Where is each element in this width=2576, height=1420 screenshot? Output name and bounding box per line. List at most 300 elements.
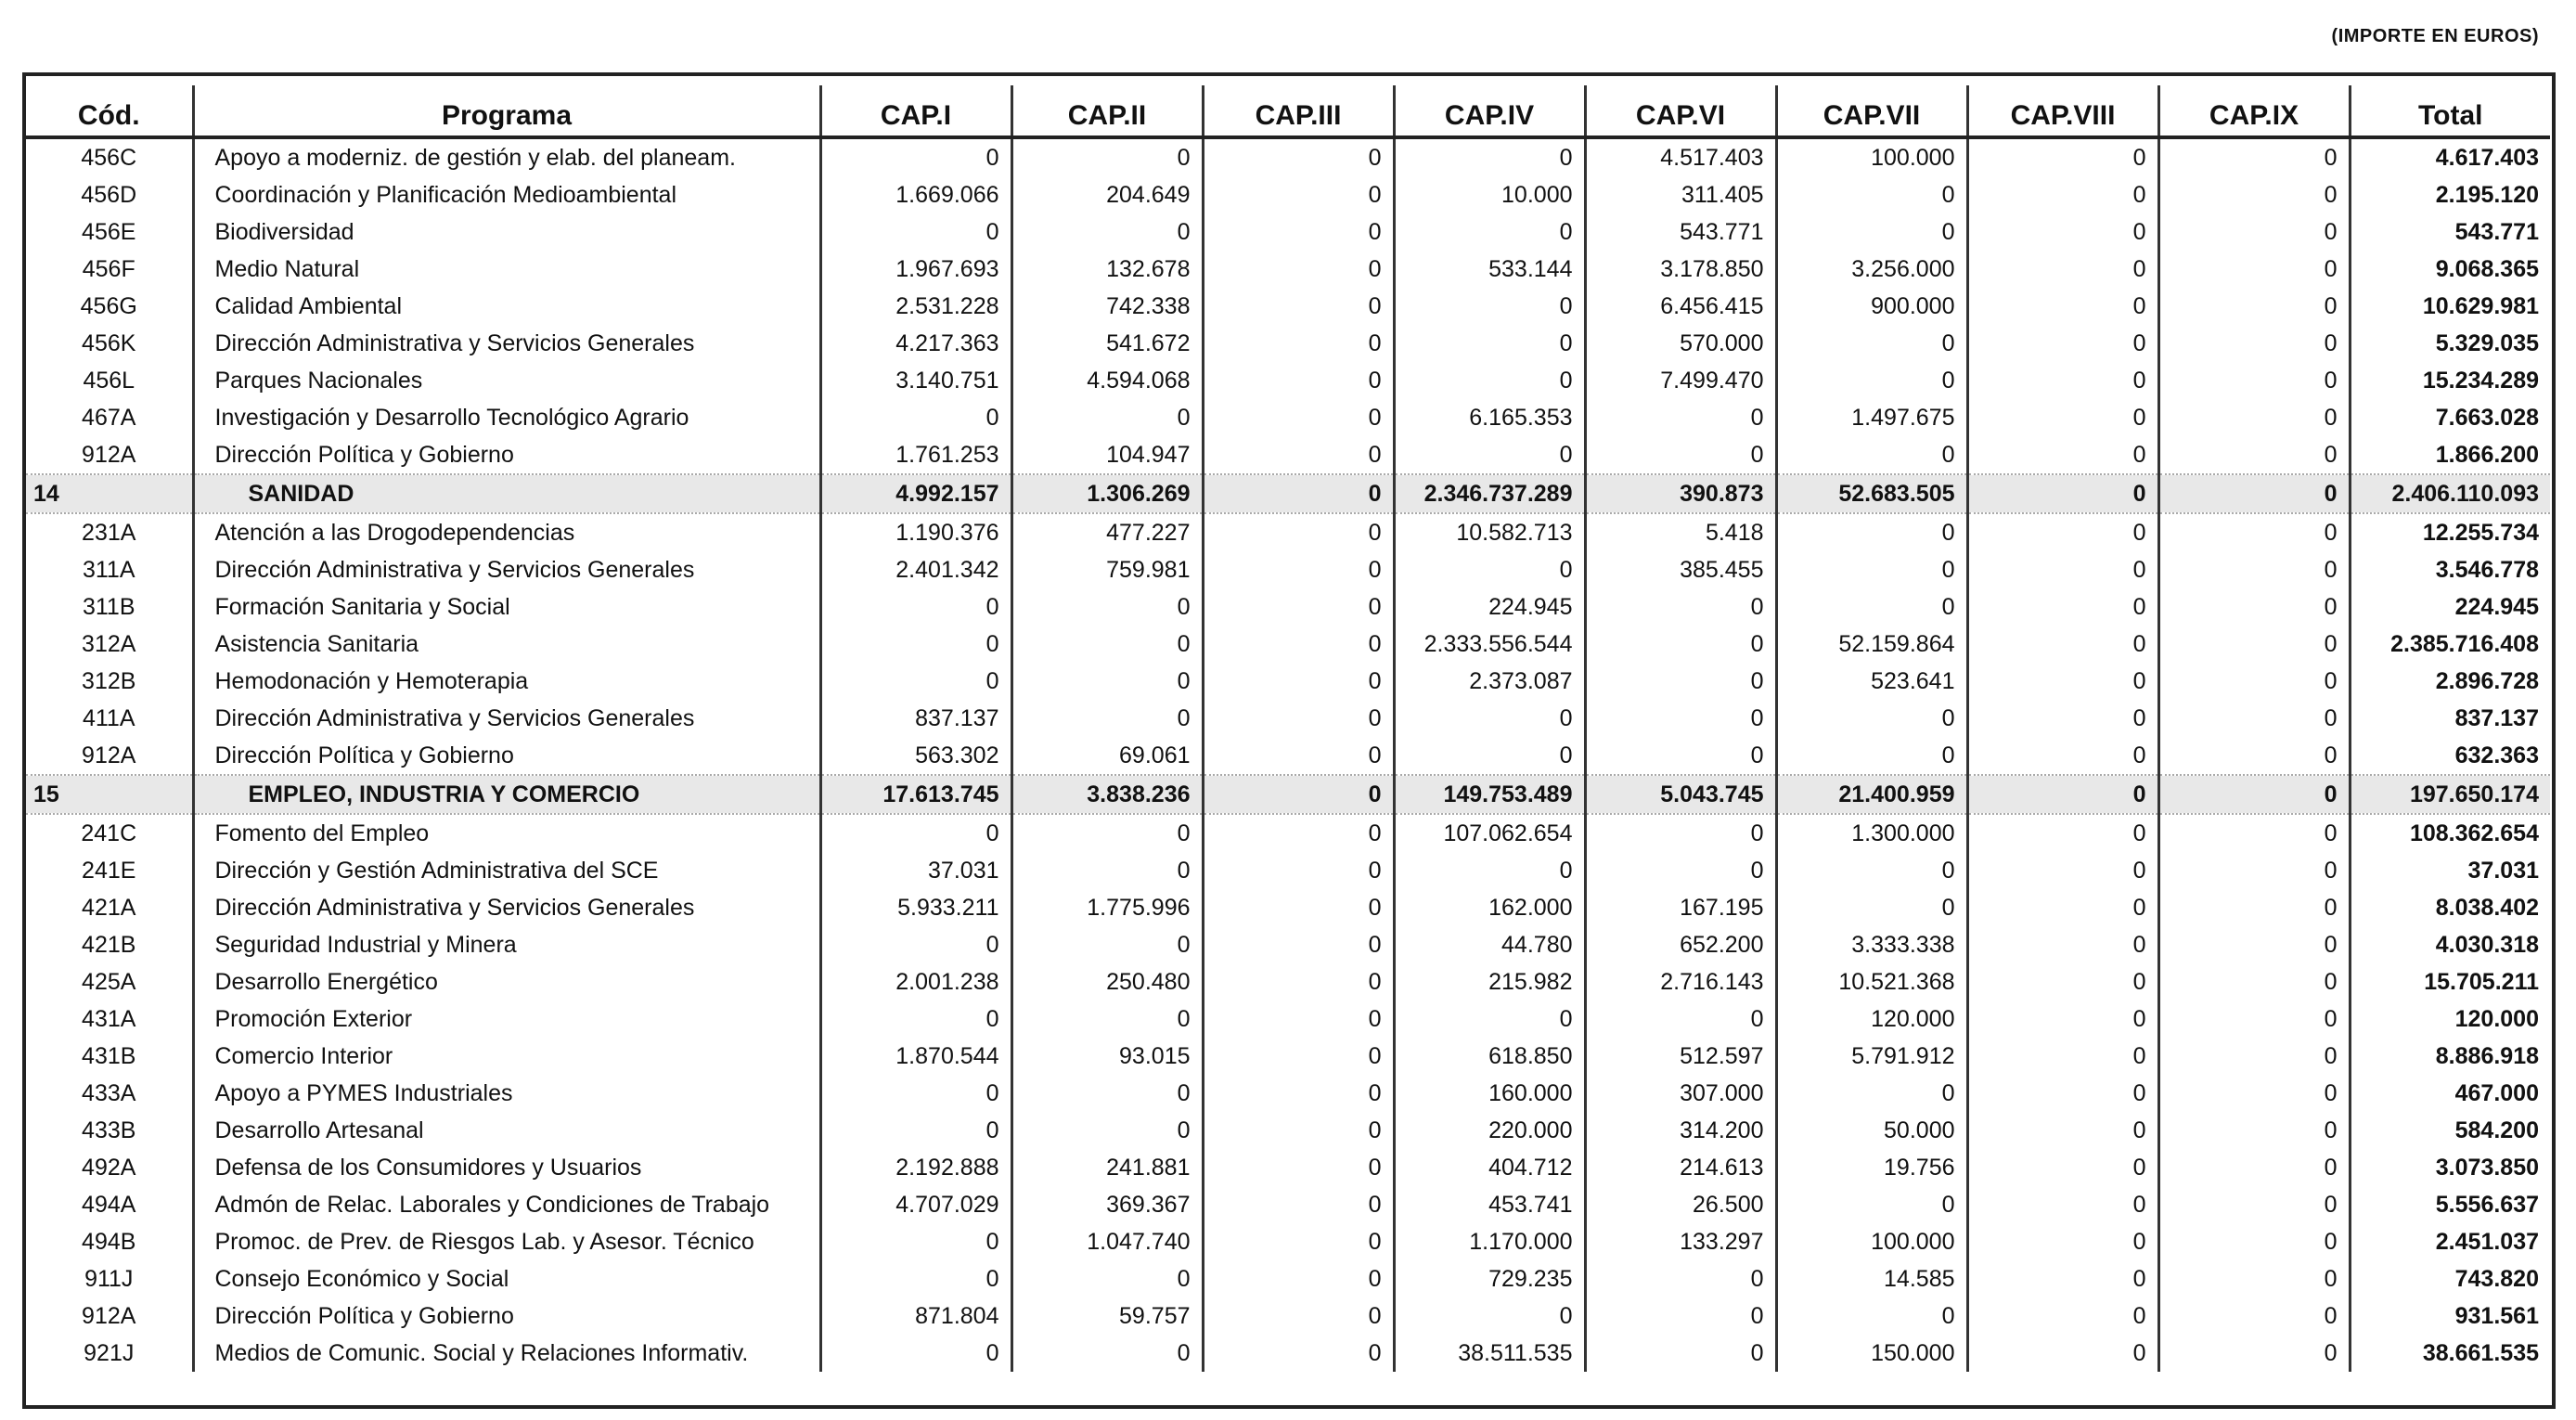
cap-ix-cell: 0 <box>2158 362 2350 399</box>
cap-iii-cell: 0 <box>1203 700 1394 737</box>
cap-vi-cell: 0 <box>1585 1260 1776 1297</box>
cap-viii-cell: 0 <box>1967 700 2158 737</box>
row-total-cell: 15.234.289 <box>2350 362 2550 399</box>
cap-i-cell: 0 <box>820 626 1011 663</box>
cap-i-cell: 0 <box>820 399 1011 436</box>
cap-ix-cell: 0 <box>2158 1149 2350 1186</box>
cap-vi-cell: 0 <box>1585 1000 1776 1038</box>
program-name-cell: Desarrollo Energético <box>193 963 820 1000</box>
table-row <box>26 1260 2550 1297</box>
cap-ix-cell: 0 <box>2158 775 2350 814</box>
cap-vi-cell: 0 <box>1585 588 1776 626</box>
cap-iv-cell: 149.753.489 <box>1394 775 1585 814</box>
cap-viii-cell: 0 <box>1967 926 2158 963</box>
program-name-cell: Comercio Interior <box>193 1038 820 1075</box>
cap-iv-cell: 0 <box>1394 436 1585 474</box>
table-row <box>26 737 2550 775</box>
cap-iii-cell: 0 <box>1203 588 1394 626</box>
cap-i-cell: 0 <box>820 1075 1011 1112</box>
program-code-cell: 494B <box>82 1228 136 1255</box>
cap-viii-cell: 0 <box>1967 513 2158 551</box>
cap-vi-cell: 0 <box>1585 814 1776 852</box>
cap-iv-cell: 1.170.000 <box>1394 1223 1585 1260</box>
table-row <box>26 663 2550 700</box>
cap-iv-cell: 0 <box>1394 362 1585 399</box>
program-name-cell: Asistencia Sanitaria <box>193 626 820 663</box>
table-row <box>26 626 2550 663</box>
budget-table-body <box>26 137 2550 1372</box>
table-row <box>26 1186 2550 1223</box>
cap-viii-cell: 0 <box>1967 436 2158 474</box>
cap-i-cell: 4.707.029 <box>820 1186 1011 1223</box>
row-total-cell: 7.663.028 <box>2350 399 2550 436</box>
cap-iv-cell: 618.850 <box>1394 1038 1585 1075</box>
cap-ix-cell: 0 <box>2158 588 2350 626</box>
cap-iv-cell: 533.144 <box>1394 251 1585 288</box>
program-code-cell: 231A <box>82 519 136 546</box>
cap-ix-cell: 0 <box>2158 1335 2350 1372</box>
cap-vi-cell: 4.517.403 <box>1585 137 1776 176</box>
cap-iv-cell: 0 <box>1394 1297 1585 1335</box>
program-name-cell: Investigación y Desarrollo Tecnológico Agrario <box>193 399 820 436</box>
cap-ix-cell: 0 <box>2158 1112 2350 1149</box>
amount-unit-note: (IMPORTE EN EUROS) <box>2331 26 2539 46</box>
program-code-cell: 241E <box>82 857 136 884</box>
cap-viii-cell: 0 <box>1967 137 2158 176</box>
cap-ix-cell: 0 <box>2158 436 2350 474</box>
cap-viii-cell: 0 <box>1967 889 2158 926</box>
program-name-cell: Promoc. de Prev. de Riesgos Lab. y Asesor. Técnico <box>193 1223 820 1260</box>
cap-viii-cell: 0 <box>1967 251 2158 288</box>
program-name-cell: Calidad Ambiental <box>193 288 820 325</box>
cap-vii-cell: 100.000 <box>1776 1223 1967 1260</box>
cap-ii-cell: 0 <box>1011 588 1203 626</box>
row-total-cell: 9.068.365 <box>2350 251 2550 288</box>
row-total-cell: 38.661.535 <box>2350 1335 2550 1372</box>
program-name-cell: Dirección Administrativa y Servicios Generales <box>193 551 820 588</box>
program-name-cell: Apoyo a moderniz. de gestión y elab. del planeam. <box>193 137 820 176</box>
cap-iii-cell: 0 <box>1203 626 1394 663</box>
cap-ix-cell: 0 <box>2158 513 2350 551</box>
cap-ii-cell: 0 <box>1011 137 1203 176</box>
cap-vii-cell: 1.497.675 <box>1776 399 1967 436</box>
cap-iii-cell: 0 <box>1203 852 1394 889</box>
program-name-cell: Desarrollo Artesanal <box>193 1112 820 1149</box>
cap-iv-cell: 224.945 <box>1394 588 1585 626</box>
program-name-cell: Promoción Exterior <box>193 1000 820 1038</box>
col-header-cap-ix: CAP.IX <box>2158 85 2350 137</box>
cap-ii-cell: 477.227 <box>1011 513 1203 551</box>
cap-ii-cell: 0 <box>1011 926 1203 963</box>
row-total-cell: 3.546.778 <box>2350 551 2550 588</box>
cap-iii-cell: 0 <box>1203 1335 1394 1372</box>
cap-ii-cell: 0 <box>1011 626 1203 663</box>
program-name-cell: Dirección Política y Gobierno <box>193 436 820 474</box>
program-code-cell: 492A <box>82 1154 136 1181</box>
cap-ix-cell: 0 <box>2158 814 2350 852</box>
cap-viii-cell: 0 <box>1967 1297 2158 1335</box>
program-code-cell: 431B <box>82 1042 136 1069</box>
table-row <box>26 588 2550 626</box>
cap-iii-cell: 0 <box>1203 1149 1394 1186</box>
cap-viii-cell: 0 <box>1967 737 2158 775</box>
cap-vii-cell: 0 <box>1776 852 1967 889</box>
cap-vi-cell: 0 <box>1585 1335 1776 1372</box>
table-row <box>26 1149 2550 1186</box>
table-row <box>26 1335 2550 1372</box>
row-total-cell: 120.000 <box>2350 1000 2550 1038</box>
cap-iii-cell: 0 <box>1203 325 1394 362</box>
cap-i-cell: 0 <box>820 1000 1011 1038</box>
cap-ix-cell: 0 <box>2158 626 2350 663</box>
row-total-cell: 467.000 <box>2350 1075 2550 1112</box>
cap-iv-cell: 0 <box>1394 737 1585 775</box>
row-total-cell: 1.866.200 <box>2350 436 2550 474</box>
budget-table <box>26 85 2550 1372</box>
cap-ix-cell: 0 <box>2158 663 2350 700</box>
cap-ix-cell: 0 <box>2158 1000 2350 1038</box>
program-code-cell: 431A <box>82 1005 136 1032</box>
cap-i-cell: 563.302 <box>820 737 1011 775</box>
col-header-cap-iv: CAP.IV <box>1394 85 1585 137</box>
cap-ii-cell: 0 <box>1011 1075 1203 1112</box>
cap-vii-cell: 0 <box>1776 588 1967 626</box>
col-header-cod: Cód. <box>26 85 193 137</box>
cap-ii-cell: 3.838.236 <box>1011 775 1203 814</box>
cap-i-cell: 837.137 <box>820 700 1011 737</box>
cap-ix-cell: 0 <box>2158 1223 2350 1260</box>
cap-iv-cell: 10.000 <box>1394 176 1585 213</box>
program-code-cell: 15 <box>26 775 193 814</box>
row-total-cell: 4.030.318 <box>2350 926 2550 963</box>
cap-vi-cell: 311.405 <box>1585 176 1776 213</box>
cap-vi-cell: 5.418 <box>1585 513 1776 551</box>
cap-iii-cell: 0 <box>1203 814 1394 852</box>
program-code-cell: 241C <box>81 820 137 846</box>
program-code-cell: 921J <box>84 1339 135 1366</box>
table-row <box>26 137 2550 176</box>
cap-ix-cell: 0 <box>2158 251 2350 288</box>
cap-vi-cell: 0 <box>1585 663 1776 700</box>
cap-vi-cell: 0 <box>1585 436 1776 474</box>
col-header-total: Total <box>2350 85 2550 137</box>
table-row <box>26 213 2550 251</box>
cap-viii-cell: 0 <box>1967 1000 2158 1038</box>
cap-ii-cell: 204.649 <box>1011 176 1203 213</box>
cap-iv-cell: 0 <box>1394 288 1585 325</box>
cap-iii-cell: 0 <box>1203 551 1394 588</box>
program-code-cell: 311A <box>82 556 135 583</box>
cap-ix-cell: 0 <box>2158 474 2350 513</box>
cap-ii-cell: 241.881 <box>1011 1149 1203 1186</box>
cap-vii-cell: 10.521.368 <box>1776 963 1967 1000</box>
cap-ix-cell: 0 <box>2158 1260 2350 1297</box>
cap-viii-cell: 0 <box>1967 474 2158 513</box>
cap-ii-cell: 1.047.740 <box>1011 1223 1203 1260</box>
cap-iv-cell: 10.582.713 <box>1394 513 1585 551</box>
cap-ii-cell: 59.757 <box>1011 1297 1203 1335</box>
program-code-cell: 421B <box>82 931 136 958</box>
table-row <box>26 926 2550 963</box>
table-row <box>26 325 2550 362</box>
cap-vi-cell: 5.043.745 <box>1585 775 1776 814</box>
cap-ix-cell: 0 <box>2158 1075 2350 1112</box>
cap-ix-cell: 0 <box>2158 852 2350 889</box>
program-name-cell: Dirección Administrativa y Servicios Generales <box>193 889 820 926</box>
cap-vii-cell: 0 <box>1776 737 1967 775</box>
table-row <box>26 399 2550 436</box>
row-total-cell: 15.705.211 <box>2350 963 2550 1000</box>
cap-iii-cell: 0 <box>1203 474 1394 513</box>
cap-i-cell: 2.531.228 <box>820 288 1011 325</box>
cap-vii-cell: 52.683.505 <box>1776 474 1967 513</box>
table-row <box>26 1000 2550 1038</box>
cap-iii-cell: 0 <box>1203 737 1394 775</box>
cap-ii-cell: 759.981 <box>1011 551 1203 588</box>
cap-viii-cell: 0 <box>1967 362 2158 399</box>
cap-ii-cell: 4.594.068 <box>1011 362 1203 399</box>
cap-vii-cell: 0 <box>1776 1297 1967 1335</box>
cap-iii-cell: 0 <box>1203 1297 1394 1335</box>
program-name-cell: Dirección Política y Gobierno <box>193 1297 820 1335</box>
row-total-cell: 632.363 <box>2350 737 2550 775</box>
cap-vi-cell: 570.000 <box>1585 325 1776 362</box>
cap-viii-cell: 0 <box>1967 213 2158 251</box>
program-name-cell: Hemodonación y Hemoterapia <box>193 663 820 700</box>
col-header-cap-vii: CAP.VII <box>1776 85 1967 137</box>
cap-iv-cell: 453.741 <box>1394 1186 1585 1223</box>
program-name-cell: Fomento del Empleo <box>193 814 820 852</box>
cap-vi-cell: 652.200 <box>1585 926 1776 963</box>
cap-ii-cell: 1.775.996 <box>1011 889 1203 926</box>
cap-iv-cell: 2.333.556.544 <box>1394 626 1585 663</box>
cap-ix-cell: 0 <box>2158 399 2350 436</box>
row-total-cell: 5.329.035 <box>2350 325 2550 362</box>
program-name-cell: Apoyo a PYMES Industriales <box>193 1075 820 1112</box>
cap-ix-cell: 0 <box>2158 1186 2350 1223</box>
table-row <box>26 1297 2550 1335</box>
cap-viii-cell: 0 <box>1967 588 2158 626</box>
row-total-cell: 197.650.174 <box>2350 775 2550 814</box>
program-name-cell: Seguridad Industrial y Minera <box>193 926 820 963</box>
row-total-cell: 4.617.403 <box>2350 137 2550 176</box>
cap-ix-cell: 0 <box>2158 551 2350 588</box>
cap-iv-cell: 0 <box>1394 551 1585 588</box>
cap-vi-cell: 214.613 <box>1585 1149 1776 1186</box>
cap-vii-cell: 50.000 <box>1776 1112 1967 1149</box>
cap-vii-cell: 3.333.338 <box>1776 926 1967 963</box>
cap-viii-cell: 0 <box>1967 288 2158 325</box>
section-row <box>26 775 2550 814</box>
row-total-cell: 2.406.110.093 <box>2350 474 2550 513</box>
row-total-cell: 5.556.637 <box>2350 1186 2550 1223</box>
cap-i-cell: 871.804 <box>820 1297 1011 1335</box>
row-total-cell: 8.886.918 <box>2350 1038 2550 1075</box>
program-code-cell: 456L <box>83 367 135 394</box>
cap-vii-cell: 0 <box>1776 1075 1967 1112</box>
table-row <box>26 362 2550 399</box>
cap-iv-cell: 0 <box>1394 1000 1585 1038</box>
cap-i-cell: 4.992.157 <box>820 474 1011 513</box>
cap-vii-cell: 21.400.959 <box>1776 775 1967 814</box>
cap-vii-cell: 0 <box>1776 436 1967 474</box>
cap-viii-cell: 0 <box>1967 814 2158 852</box>
row-total-cell: 8.038.402 <box>2350 889 2550 926</box>
program-name-cell: Coordinación y Planificación Medioambiental <box>193 176 820 213</box>
table-row <box>26 700 2550 737</box>
col-header-programa: Programa <box>193 85 820 137</box>
cap-vii-cell: 19.756 <box>1776 1149 1967 1186</box>
cap-vi-cell: 0 <box>1585 1297 1776 1335</box>
table-row <box>26 176 2550 213</box>
program-name-cell: Dirección Administrativa y Servicios Generales <box>193 700 820 737</box>
program-code-cell: 312B <box>82 667 136 694</box>
cap-ii-cell: 250.480 <box>1011 963 1203 1000</box>
program-name-cell: Defensa de los Consumidores y Usuarios <box>193 1149 820 1186</box>
cap-ii-cell: 541.672 <box>1011 325 1203 362</box>
program-name-cell: Dirección Administrativa y Servicios Generales <box>193 325 820 362</box>
cap-iii-cell: 0 <box>1203 251 1394 288</box>
program-name-cell: Biodiversidad <box>193 213 820 251</box>
cap-ii-cell: 1.306.269 <box>1011 474 1203 513</box>
cap-i-cell: 1.669.066 <box>820 176 1011 213</box>
row-total-cell: 2.896.728 <box>2350 663 2550 700</box>
cap-iii-cell: 0 <box>1203 436 1394 474</box>
table-row <box>26 852 2550 889</box>
table-row <box>26 889 2550 926</box>
cap-ix-cell: 0 <box>2158 737 2350 775</box>
cap-vii-cell: 0 <box>1776 362 1967 399</box>
program-name-cell: Admón de Relac. Laborales y Condiciones de Trabajo <box>193 1186 820 1223</box>
col-header-cap-vi: CAP.VI <box>1585 85 1776 137</box>
cap-vi-cell: 0 <box>1585 852 1776 889</box>
cap-i-cell: 1.967.693 <box>820 251 1011 288</box>
row-total-cell: 37.031 <box>2350 852 2550 889</box>
cap-i-cell: 0 <box>820 663 1011 700</box>
cap-vii-cell: 0 <box>1776 700 1967 737</box>
table-row <box>26 551 2550 588</box>
program-code-cell: 456K <box>82 329 136 356</box>
cap-iv-cell: 220.000 <box>1394 1112 1585 1149</box>
cap-ii-cell: 0 <box>1011 1112 1203 1149</box>
cap-vii-cell: 0 <box>1776 213 1967 251</box>
cap-ii-cell: 0 <box>1011 213 1203 251</box>
cap-viii-cell: 0 <box>1967 551 2158 588</box>
cap-vii-cell: 0 <box>1776 325 1967 362</box>
cap-iv-cell: 6.165.353 <box>1394 399 1585 436</box>
table-row <box>26 251 2550 288</box>
cap-iii-cell: 0 <box>1203 1260 1394 1297</box>
cap-vi-cell: 7.499.470 <box>1585 362 1776 399</box>
cap-iv-cell: 2.373.087 <box>1394 663 1585 700</box>
cap-viii-cell: 0 <box>1967 1223 2158 1260</box>
cap-vi-cell: 0 <box>1585 399 1776 436</box>
cap-iv-cell: 38.511.535 <box>1394 1335 1585 1372</box>
cap-vi-cell: 543.771 <box>1585 213 1776 251</box>
cap-ii-cell: 0 <box>1011 814 1203 852</box>
program-code-cell: 311B <box>82 593 135 620</box>
cap-vi-cell: 6.456.415 <box>1585 288 1776 325</box>
cap-iii-cell: 0 <box>1203 889 1394 926</box>
program-code-cell: 433B <box>82 1117 136 1143</box>
row-total-cell: 2.451.037 <box>2350 1223 2550 1260</box>
cap-ii-cell: 0 <box>1011 1000 1203 1038</box>
program-code-cell: 421A <box>82 894 136 921</box>
cap-iv-cell: 160.000 <box>1394 1075 1585 1112</box>
cap-iv-cell: 0 <box>1394 852 1585 889</box>
cap-viii-cell: 0 <box>1967 1075 2158 1112</box>
cap-i-cell: 0 <box>820 1260 1011 1297</box>
cap-vii-cell: 0 <box>1776 1186 1967 1223</box>
cap-i-cell: 5.933.211 <box>820 889 1011 926</box>
table-row <box>26 436 2550 474</box>
cap-viii-cell: 0 <box>1967 626 2158 663</box>
cap-i-cell: 2.401.342 <box>820 551 1011 588</box>
cap-i-cell: 1.761.253 <box>820 436 1011 474</box>
cap-i-cell: 0 <box>820 213 1011 251</box>
cap-iii-cell: 0 <box>1203 176 1394 213</box>
program-code-cell: 14 <box>26 474 193 513</box>
cap-i-cell: 0 <box>820 814 1011 852</box>
program-code-cell: 467A <box>82 404 136 431</box>
cap-ii-cell: 742.338 <box>1011 288 1203 325</box>
cap-viii-cell: 0 <box>1967 399 2158 436</box>
cap-iv-cell: 0 <box>1394 325 1585 362</box>
cap-viii-cell: 0 <box>1967 1335 2158 1372</box>
row-total-cell: 543.771 <box>2350 213 2550 251</box>
cap-ii-cell: 0 <box>1011 663 1203 700</box>
cap-iv-cell: 215.982 <box>1394 963 1585 1000</box>
col-header-cap-ii: CAP.II <box>1011 85 1203 137</box>
program-code-cell: 494A <box>82 1191 136 1218</box>
cap-ii-cell: 93.015 <box>1011 1038 1203 1075</box>
cap-ii-cell: 0 <box>1011 852 1203 889</box>
cap-i-cell: 3.140.751 <box>820 362 1011 399</box>
program-name-cell: Atención a las Drogodependencias <box>193 513 820 551</box>
cap-viii-cell: 0 <box>1967 775 2158 814</box>
cap-vi-cell: 0 <box>1585 737 1776 775</box>
program-code-cell: 456E <box>82 218 136 245</box>
table-row <box>26 1223 2550 1260</box>
cap-vi-cell: 307.000 <box>1585 1075 1776 1112</box>
cap-vii-cell: 150.000 <box>1776 1335 1967 1372</box>
program-code-cell: 912A <box>82 742 136 768</box>
row-total-cell: 2.385.716.408 <box>2350 626 2550 663</box>
cap-ix-cell: 0 <box>2158 213 2350 251</box>
cap-iii-cell: 0 <box>1203 137 1394 176</box>
table-row <box>26 963 2550 1000</box>
cap-i-cell: 0 <box>820 588 1011 626</box>
cap-ix-cell: 0 <box>2158 1297 2350 1335</box>
cap-iv-cell: 729.235 <box>1394 1260 1585 1297</box>
cap-vi-cell: 385.455 <box>1585 551 1776 588</box>
program-code-cell: 456D <box>81 181 137 208</box>
cap-vii-cell: 0 <box>1776 551 1967 588</box>
section-row <box>26 474 2550 513</box>
table-row <box>26 814 2550 852</box>
cap-iii-cell: 0 <box>1203 1000 1394 1038</box>
row-total-cell: 584.200 <box>2350 1112 2550 1149</box>
cap-viii-cell: 0 <box>1967 1038 2158 1075</box>
cap-iv-cell: 404.712 <box>1394 1149 1585 1186</box>
program-name-cell: Medio Natural <box>193 251 820 288</box>
cap-i-cell: 0 <box>820 926 1011 963</box>
cap-viii-cell: 0 <box>1967 963 2158 1000</box>
cap-iii-cell: 0 <box>1203 1038 1394 1075</box>
col-header-cap-iii: CAP.III <box>1203 85 1394 137</box>
cap-iv-cell: 0 <box>1394 700 1585 737</box>
cap-iv-cell: 162.000 <box>1394 889 1585 926</box>
